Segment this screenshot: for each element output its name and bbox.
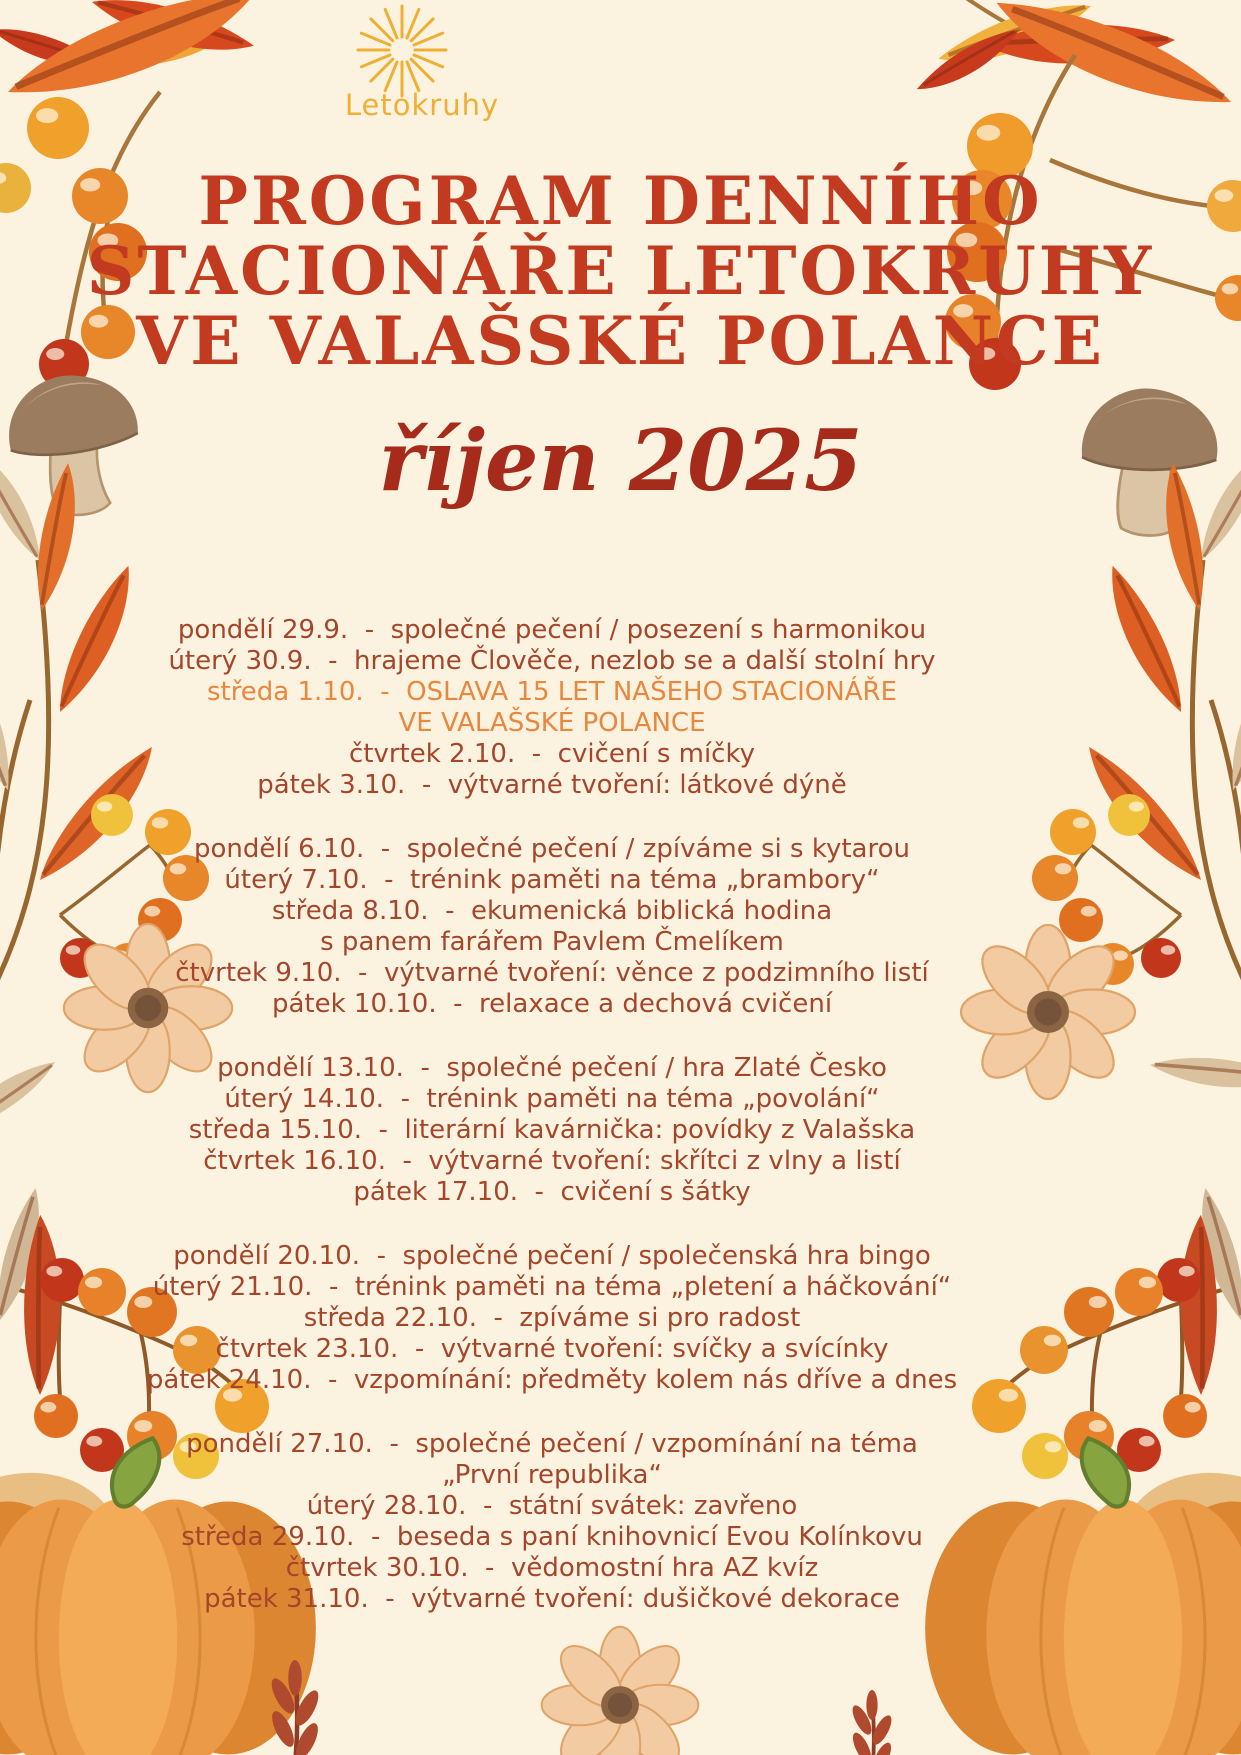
schedule xyxy=(60,615,1044,1648)
schedule-entry: čtvrtek 30.10. - vědomostní hra AZ kvíz xyxy=(285,1553,819,1583)
poster-title xyxy=(0,162,1241,380)
dandelion-starburst-icon xyxy=(332,4,512,100)
schedule-entry: středa 29.10. - beseda s paní knihovnicí Evou Kolínkovu xyxy=(181,1522,923,1552)
poster-title-line: PROGRAM DENNÍHO xyxy=(198,162,1043,240)
schedule-entry: čtvrtek 2.10. - cvičení s míčky xyxy=(348,739,755,769)
week-block xyxy=(60,615,1044,801)
schedule-entry: úterý 14.10. - trénink paměti na téma „povolání“ xyxy=(224,1084,880,1114)
logo xyxy=(332,4,512,122)
week-block xyxy=(60,834,1044,1020)
week-block xyxy=(60,1429,1044,1615)
schedule-entry: středa 1.10. - OSLAVA 15 LET NAŠEHO STACIONÁŘE xyxy=(206,677,898,707)
poster-month: říjen 2025 xyxy=(378,411,863,510)
poster-title-line: VE VALAŠSKÉ POLANCE xyxy=(136,302,1105,380)
schedule-entry: pondělí 29.9. - společné pečení / posezení s harmonikou xyxy=(177,615,927,645)
week-block xyxy=(60,1053,1044,1208)
schedule-entry: úterý 21.10. - trénink paměti na téma „pletení a háčkování“ xyxy=(152,1272,952,1302)
schedule-entry: úterý 30.9. - hrajeme Člověče, nezlob se a další stolní hry xyxy=(168,646,936,676)
logo-brand-text: Letokruhy xyxy=(344,88,500,122)
schedule-entry: pátek 3.10. - výtvarné tvoření: látkové dýně xyxy=(257,770,847,800)
schedule-entry: pátek 10.10. - relaxace a dechová cvičení xyxy=(271,989,833,1019)
schedule-entry: pondělí 20.10. - společné pečení / společenská hra bingo xyxy=(173,1241,931,1271)
schedule-entry: čtvrtek 23.10. - výtvarné tvoření: svíčky a svícínky xyxy=(215,1334,889,1364)
poster-title-line: STACIONÁŘE LETOKRUHY xyxy=(86,232,1155,310)
schedule-entry: pátek 31.10. - výtvarné tvoření: dušičkové dekorace xyxy=(204,1584,900,1614)
schedule-entry-continuation: VE VALAŠSKÉ POLANCE xyxy=(398,708,706,738)
schedule-entry: čtvrtek 9.10. - výtvarné tvoření: věnce z podzimního listí xyxy=(175,958,929,988)
schedule-entry: pondělí 13.10. - společné pečení / hra Zlaté Česko xyxy=(217,1053,887,1083)
schedule-entry: pondělí 6.10. - společné pečení / zpíváme si s kytarou xyxy=(194,834,910,864)
schedule-entry: pátek 17.10. - cvičení s šátky xyxy=(353,1177,751,1207)
schedule-entry: úterý 28.10. - státní svátek: zavřeno xyxy=(306,1491,798,1521)
week-block xyxy=(60,1241,1044,1396)
schedule-entry: pondělí 27.10. - společné pečení / vzpomínání na téma xyxy=(186,1429,918,1459)
schedule-entry: úterý 7.10. - trénink paměti na téma „brambory“ xyxy=(224,865,880,895)
schedule-entry-continuation: „První republika“ xyxy=(442,1460,662,1490)
schedule-entry: pátek 24.10. - vzpomínání: předměty kolem nás dříve a dnes xyxy=(146,1365,958,1395)
schedule-entry-continuation: s panem farářem Pavlem Čmelíkem xyxy=(320,927,784,957)
schedule-entry: středa 15.10. - literární kavárnička: povídky z Valašska xyxy=(188,1115,916,1145)
schedule-entry: čtvrtek 16.10. - výtvarné tvoření: skřítci z vlny a listí xyxy=(203,1146,901,1176)
schedule-entry: středa 8.10. - ekumenická biblická hodina xyxy=(271,896,833,926)
schedule-entry: středa 22.10. - zpíváme si pro radost xyxy=(303,1303,801,1333)
